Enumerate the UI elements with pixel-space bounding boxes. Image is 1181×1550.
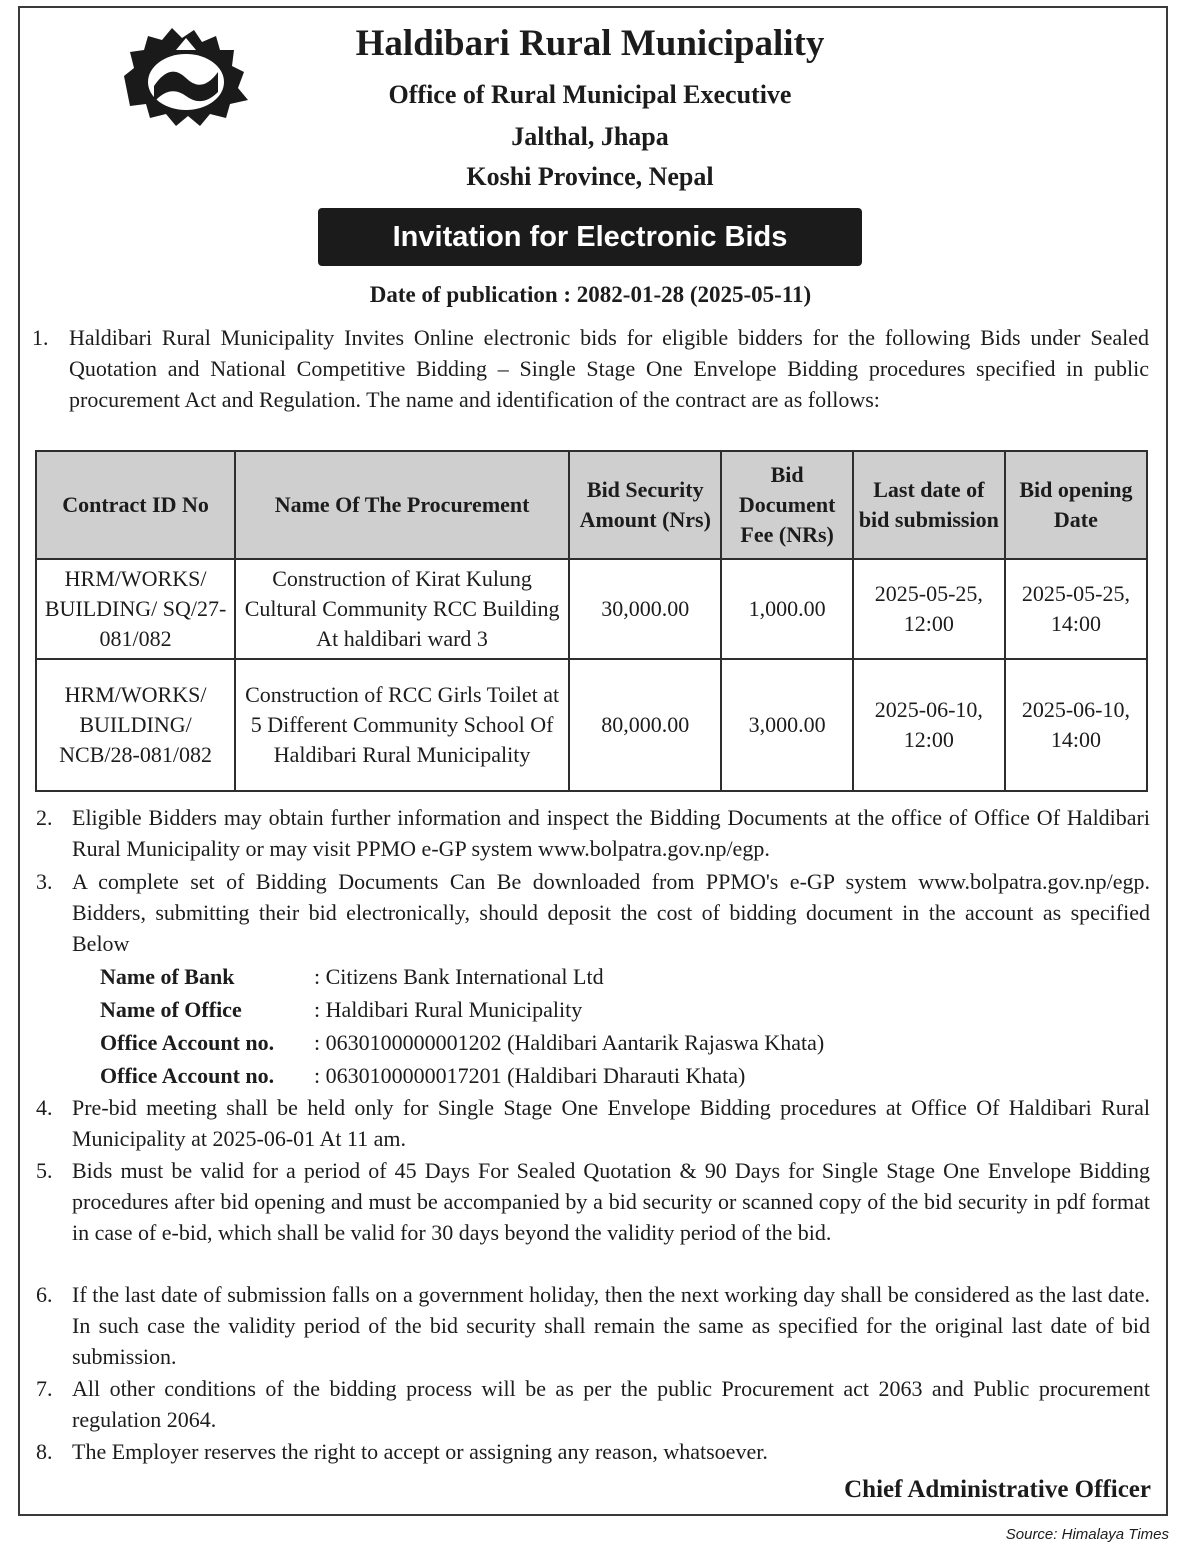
column-header: Bid opening Date [1005, 451, 1147, 559]
bank-detail-label: Office Account no. [100, 1030, 275, 1055]
item-text: If the last date of submission falls on a government holiday, then the next working day shall be considered as the last date. In such case the validity period of the bid security shall remain the same as specified for the original last date of bid submission. [72, 1282, 1150, 1369]
item-number: 1. [32, 325, 49, 350]
table-cell: 2025-06-10, 14:00 [1005, 659, 1147, 791]
item-text: The Employer reserves the right to accept or assigning any reason, whatsoever. [72, 1439, 768, 1464]
table-cell: 2025-06-10, 12:00 [853, 659, 1005, 791]
bank-detail-row [100, 1059, 745, 1092]
bank-detail-value: : 0630100000001202 (Haldibari Aantarik Rajaswa Khata) [314, 1030, 825, 1055]
bank-detail-row [100, 993, 582, 1026]
table-row [36, 559, 1147, 659]
item-text: Eligible Bidders may obtain further information and inspect the Bidding Documents at the office of Office Of Haldibari Rural Municipality or may visit PPMO e-GP system www.bolpatra.gov.np/egp. [72, 805, 1150, 861]
bank-detail-row [100, 960, 604, 993]
column-header: Name Of The Procurement [235, 451, 569, 559]
source-credit: Source: Himalaya Times [1005, 1526, 1169, 1543]
table-cell: 2025-05-25, 12:00 [853, 559, 1005, 659]
table-cell: 1,000.00 [721, 559, 852, 659]
bank-detail-row [100, 1026, 824, 1059]
bids-table [35, 450, 1148, 792]
column-header: Bid Document Fee (NRs) [721, 451, 852, 559]
nepal-emblem-icon [120, 26, 255, 131]
municipality-title: Haldibari Rural Municipality [355, 23, 825, 64]
table-row [36, 659, 1147, 791]
item-number: 6. [36, 1282, 53, 1307]
bank-detail-label: Name of Office [100, 997, 242, 1022]
signatory-title: Chief Administrative Officer [844, 1476, 1151, 1503]
office-address: Jalthal, Jhapa [511, 122, 669, 151]
column-header: Last date of bid submission [853, 451, 1005, 559]
item-text: Haldibari Rural Municipality Invites Online electronic bids for eligible bidders for the following Bids under Sealed Quotation and National Competitive Bidding – Single Stage One Envelope Bidding procedures specified in public procurement Act and Regulation. The name and identification of the contract are as follows: [69, 325, 1149, 412]
office-province: Koshi Province, Nepal [466, 162, 714, 191]
item-text: A complete set of Bidding Documents Can Be downloaded from PPMO's e-GP system www.bolpatra.gov.np/egp. Bidders, submitting their bid electronically, should deposit the cost of bidding document in the account as specified Below [72, 869, 1150, 956]
item-number: 4. [36, 1095, 53, 1120]
bank-detail-value: : Haldibari Rural Municipality [314, 997, 583, 1022]
bank-detail-label: Name of Bank [100, 964, 235, 989]
table-cell: Construction of RCC Girls Toilet at 5 Different Community School Of Haldibari Rural Municipality [235, 659, 569, 791]
table-cell: 80,000.00 [569, 659, 721, 791]
item-text: Pre-bid meeting shall be held only for Single Stage One Envelope Bidding procedures at Office Of Haldibari Rural Municipality at 2025-06-01 At 11 am. [72, 1095, 1150, 1151]
table-cell: 2025-05-25, 14:00 [1005, 559, 1147, 659]
table-cell: HRM/WORKS/ BUILDING/ NCB/28-081/082 [36, 659, 235, 791]
item-text: Bids must be valid for a period of 45 Days For Sealed Quotation & 90 Days for Single Stage One Envelope Bidding procedures after bid opening and must be accompanied by a bid security or scanned copy of the bid security in pdf format in case of e-bid, which shall be valid for 30 days beyond the validity period of the bid. [72, 1158, 1150, 1245]
bank-detail-value: : Citizens Bank International Ltd [314, 964, 604, 989]
notice-banner: Invitation for Electronic Bids [318, 208, 862, 266]
item-number: 3. [36, 869, 53, 894]
item-text: All other conditions of the bidding process will be as per the public Procurement act 2063 and Public procurement regulation 2064. [72, 1376, 1150, 1432]
office-name: Office of Rural Municipal Executive [388, 80, 792, 109]
table-cell: Construction of Kirat Kulung Cultural Community RCC Building At haldibari ward 3 [235, 559, 569, 659]
item-number: 7. [36, 1376, 53, 1401]
item-number: 5. [36, 1158, 53, 1183]
column-header: Bid Security Amount (Nrs) [569, 451, 721, 559]
bank-detail-value: : 0630100000017201 (Haldibari Dharauti Khata) [314, 1063, 746, 1088]
table-cell: 3,000.00 [721, 659, 852, 791]
item-number: 8. [36, 1439, 53, 1464]
table-header-row [36, 451, 1147, 559]
table-cell: HRM/WORKS/ BUILDING/ SQ/27-081/082 [36, 559, 235, 659]
item-number: 2. [36, 805, 53, 830]
bank-detail-label: Office Account no. [100, 1063, 275, 1088]
table-cell: 30,000.00 [569, 559, 721, 659]
column-header: Contract ID No [36, 451, 235, 559]
publication-date: Date of publication : 2082-01-28 (2025-05-11) [369, 282, 812, 307]
